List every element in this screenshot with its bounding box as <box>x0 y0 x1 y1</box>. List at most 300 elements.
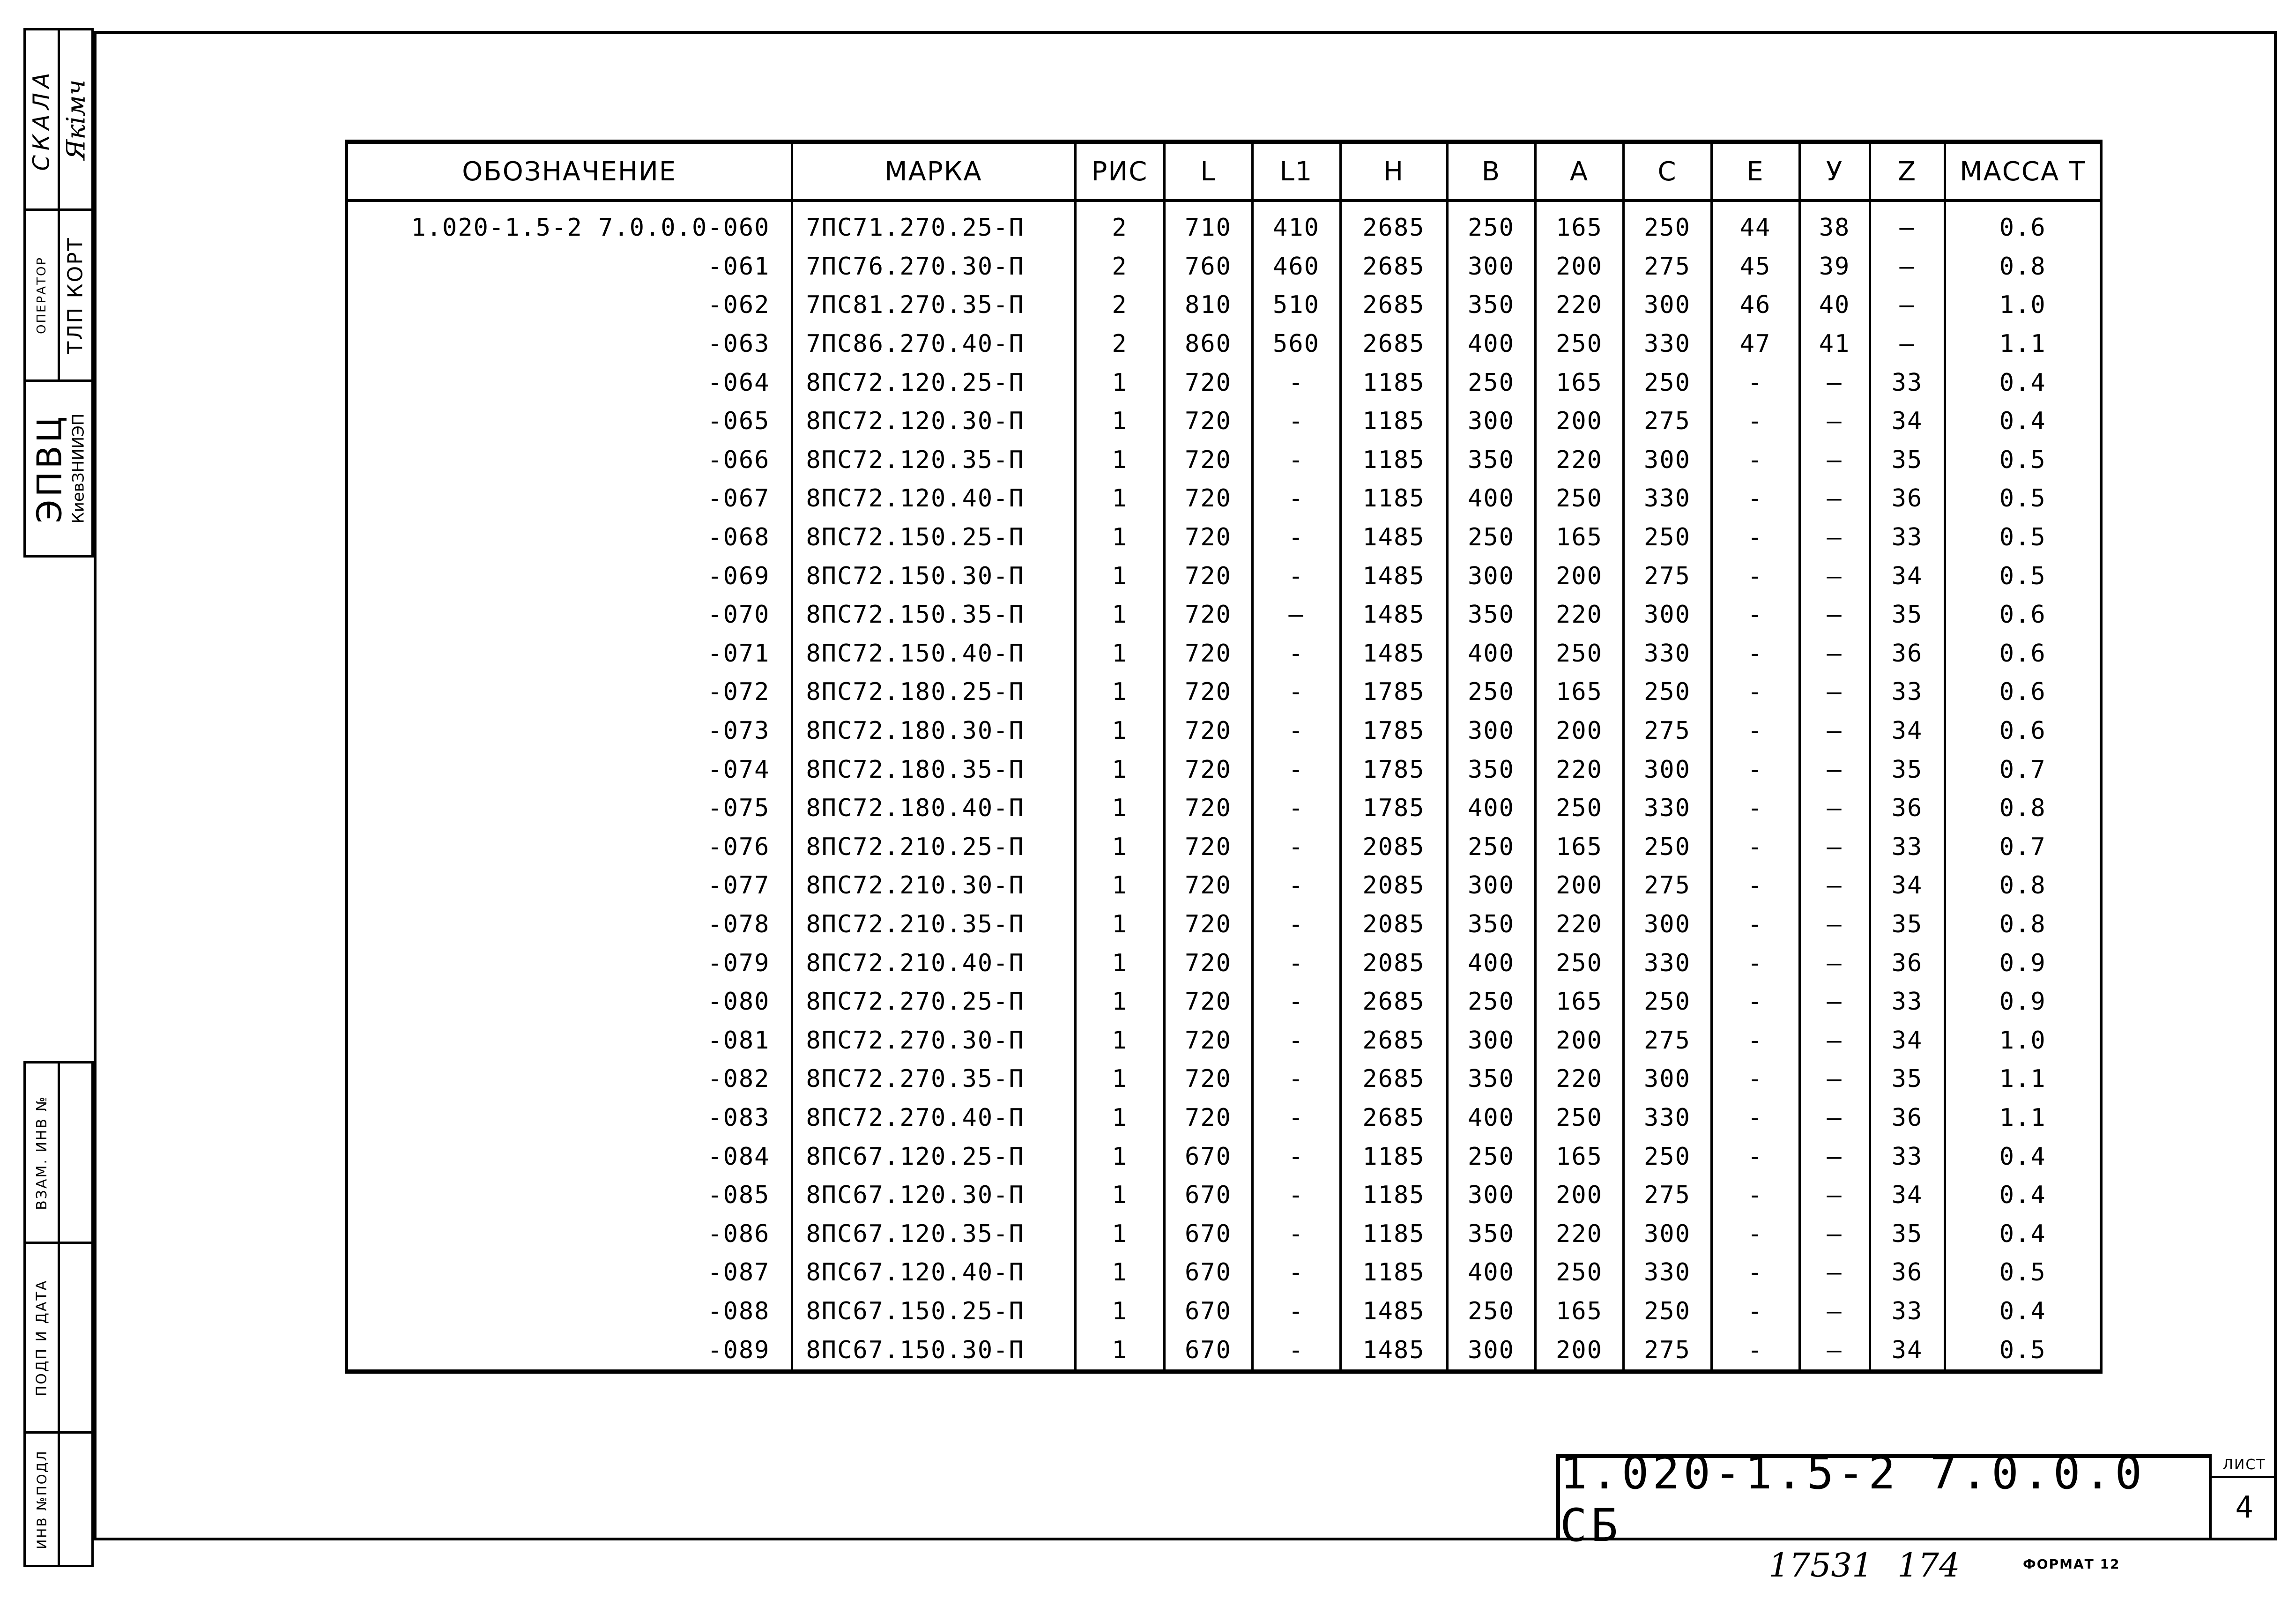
table-cell: 200 <box>1535 247 1623 286</box>
table-cell: 1185 <box>1340 1253 1447 1292</box>
table-cell: - <box>1252 712 1340 751</box>
table-cell: 8ПС72.120.30-П <box>792 402 1075 441</box>
table-cell: 35 <box>1870 750 1945 789</box>
table-cell: -077 <box>347 866 792 905</box>
stamp-org-name: ЭПВЦ <box>30 414 69 523</box>
table-cell: 40 <box>1799 286 1870 325</box>
table-cell: 300 <box>1623 1214 1711 1253</box>
table-cell: 275 <box>1623 1176 1711 1215</box>
format-note: ФОРМАТ 12 <box>2023 1556 2120 1572</box>
column-header: Z <box>1870 142 1945 201</box>
table-cell: 2685 <box>1340 1021 1447 1060</box>
table-cell: 1 <box>1075 1137 1164 1176</box>
table-cell: 0.9 <box>1945 982 2101 1021</box>
stamp-inv-label: ИНВ №ПОДЛ <box>34 1449 50 1549</box>
table-row <box>347 634 2101 673</box>
table-row <box>347 402 2101 441</box>
table-cell: - <box>1252 905 1340 944</box>
table-cell: 250 <box>1623 982 1711 1021</box>
table-cell: 8ПС72.270.25-П <box>792 982 1075 1021</box>
table-row <box>347 828 2101 867</box>
stamp-sign-date-value-cell <box>58 1242 94 1434</box>
table-cell: – <box>1799 789 1870 828</box>
table-cell: - <box>1252 1176 1340 1215</box>
table-cell: 460 <box>1252 247 1340 286</box>
table-cell: 2685 <box>1340 1099 1447 1138</box>
table-cell: 350 <box>1447 750 1535 789</box>
table-cell: 300 <box>1623 750 1711 789</box>
table-cell: 33 <box>1870 1292 1945 1331</box>
table-cell: 1 <box>1075 673 1164 712</box>
table-cell: 810 <box>1164 286 1252 325</box>
table-cell: - <box>1252 479 1340 518</box>
table-cell: - <box>1252 634 1340 673</box>
table-cell: -075 <box>347 789 792 828</box>
table-cell: - <box>1711 1060 1799 1099</box>
table-row <box>347 1292 2101 1331</box>
table-cell: 275 <box>1623 866 1711 905</box>
table-cell: 1 <box>1075 789 1164 828</box>
table-cell: 0.4 <box>1945 402 2101 441</box>
table-cell: 34 <box>1870 866 1945 905</box>
table-cell: 250 <box>1447 201 1535 247</box>
column-header: L1 <box>1252 142 1340 201</box>
table-cell: 200 <box>1535 1021 1623 1060</box>
table-cell: 8ПС72.180.30-П <box>792 712 1075 751</box>
table-cell: 8ПС67.150.25-П <box>792 1292 1075 1331</box>
table-cell: 200 <box>1535 557 1623 595</box>
table-cell: 8ПС67.120.40-П <box>792 1253 1075 1292</box>
table-cell: 250 <box>1535 479 1623 518</box>
table-cell: 1185 <box>1340 479 1447 518</box>
stamp-interchange-value-cell <box>58 1061 94 1244</box>
table-cell: 0.4 <box>1945 1214 2101 1253</box>
table-cell: 250 <box>1447 673 1535 712</box>
table-cell: 2 <box>1075 247 1164 286</box>
column-header: МАССА Т <box>1945 142 2101 201</box>
table-cell: 165 <box>1535 982 1623 1021</box>
table-cell: 350 <box>1447 905 1535 944</box>
table-row <box>347 1214 2101 1253</box>
column-header: C <box>1623 142 1711 201</box>
table-cell: 0.7 <box>1945 828 2101 867</box>
table-cell: 400 <box>1447 1099 1535 1138</box>
table-cell: 1485 <box>1340 557 1447 595</box>
table-cell: 2685 <box>1340 982 1447 1021</box>
table-cell: 8ПС67.120.30-П <box>792 1176 1075 1215</box>
table-cell: 8ПС72.210.30-П <box>792 866 1075 905</box>
table-cell: -081 <box>347 1021 792 1060</box>
table-cell: 33 <box>1870 828 1945 867</box>
table-cell: 300 <box>1623 441 1711 480</box>
table-cell: 720 <box>1164 479 1252 518</box>
table-cell: - <box>1252 1253 1340 1292</box>
table-row <box>347 325 2101 364</box>
table-cell: 250 <box>1535 634 1623 673</box>
table-cell: 1.1 <box>1945 1099 2101 1138</box>
table-cell: 33 <box>1870 363 1945 402</box>
table-cell: 2085 <box>1340 944 1447 982</box>
table-cell: 1785 <box>1340 789 1447 828</box>
table-cell: 300 <box>1623 905 1711 944</box>
stamp-interchange-label: ВЗАМ. ИНВ № <box>33 1095 50 1210</box>
table-cell: - <box>1711 595 1799 634</box>
table-cell: 400 <box>1447 634 1535 673</box>
table-cell: 2085 <box>1340 828 1447 867</box>
table-cell: – <box>1870 247 1945 286</box>
table-cell: 300 <box>1447 1331 1535 1371</box>
table-row <box>347 1253 2101 1292</box>
table-cell: 300 <box>1623 1060 1711 1099</box>
table-cell: 1.0 <box>1945 1021 2101 1060</box>
table-cell: - <box>1252 1292 1340 1331</box>
table-cell: -083 <box>347 1099 792 1138</box>
table-cell: -066 <box>347 441 792 480</box>
table-cell: 1 <box>1075 441 1164 480</box>
table-cell: 720 <box>1164 828 1252 867</box>
table-cell: 1 <box>1075 828 1164 867</box>
stamp-operator-cell <box>23 208 60 382</box>
table-row <box>347 750 2101 789</box>
table-cell: - <box>1252 944 1340 982</box>
table-cell: - <box>1252 518 1340 557</box>
table-cell: 250 <box>1447 1137 1535 1176</box>
table-row <box>347 982 2101 1021</box>
table-cell: 1185 <box>1340 402 1447 441</box>
table-cell: 1 <box>1075 402 1164 441</box>
table-cell: – <box>1799 441 1870 480</box>
table-cell: -065 <box>347 402 792 441</box>
table-cell: 200 <box>1535 866 1623 905</box>
table-cell: 275 <box>1623 402 1711 441</box>
table-cell: – <box>1799 479 1870 518</box>
table-row <box>347 479 2101 518</box>
table-cell: 8ПС67.120.25-П <box>792 1137 1075 1176</box>
table-cell: - <box>1711 557 1799 595</box>
table-cell: - <box>1711 1021 1799 1060</box>
stamp-org-cell <box>23 379 94 558</box>
table-cell: 0.5 <box>1945 1331 2101 1371</box>
table-cell: 250 <box>1623 828 1711 867</box>
table-cell: 1 <box>1075 1176 1164 1215</box>
table-cell: -072 <box>347 673 792 712</box>
table-cell: - <box>1711 1137 1799 1176</box>
table-cell: 720 <box>1164 557 1252 595</box>
table-row <box>347 518 2101 557</box>
table-cell: 8ПС72.180.25-П <box>792 673 1075 712</box>
table-cell: 8ПС72.150.40-П <box>792 634 1075 673</box>
table-cell: 0.4 <box>1945 1292 2101 1331</box>
table-cell: 0.5 <box>1945 441 2101 480</box>
table-cell: - <box>1711 634 1799 673</box>
table-cell: 0.8 <box>1945 247 2101 286</box>
table-cell: 250 <box>1623 1137 1711 1176</box>
table-cell: – <box>1799 595 1870 634</box>
table-cell: 720 <box>1164 363 1252 402</box>
table-cell: 400 <box>1447 944 1535 982</box>
table-cell: 1 <box>1075 905 1164 944</box>
table-cell: 720 <box>1164 1021 1252 1060</box>
table-cell: 400 <box>1447 1253 1535 1292</box>
stamp-operator-value: ТЛП КОРТ <box>64 236 88 354</box>
table-cell: 1 <box>1075 557 1164 595</box>
table-cell: 2685 <box>1340 201 1447 247</box>
table-cell: 1 <box>1075 712 1164 751</box>
table-cell: - <box>1711 673 1799 712</box>
table-cell: 1485 <box>1340 1331 1447 1371</box>
table-cell: 720 <box>1164 1060 1252 1099</box>
table-cell: 1785 <box>1340 750 1447 789</box>
table-cell: 8ПС67.150.30-П <box>792 1331 1075 1371</box>
table-cell: 34 <box>1870 712 1945 751</box>
table-cell: 220 <box>1535 441 1623 480</box>
table-cell: - <box>1252 982 1340 1021</box>
table-cell: 275 <box>1623 1021 1711 1060</box>
table-cell: 300 <box>1447 712 1535 751</box>
table-cell: 330 <box>1623 325 1711 364</box>
table-cell: - <box>1711 789 1799 828</box>
stamp-operator-value-cell <box>58 208 94 382</box>
table-cell: 34 <box>1870 1331 1945 1371</box>
stamp-inv-value-cell <box>58 1431 94 1567</box>
archive-number-2: 174 <box>1897 1546 1960 1584</box>
table-cell: 350 <box>1447 286 1535 325</box>
table-cell: 250 <box>1623 518 1711 557</box>
table-cell: - <box>1252 1137 1340 1176</box>
table-cell: 2 <box>1075 201 1164 247</box>
table-cell: 0.5 <box>1945 557 2101 595</box>
table-cell: 165 <box>1535 363 1623 402</box>
table-cell: – <box>1799 363 1870 402</box>
table-cell: 33 <box>1870 1137 1945 1176</box>
table-cell: - <box>1252 1060 1340 1099</box>
table-cell: - <box>1711 1331 1799 1371</box>
table-cell: 250 <box>1447 1292 1535 1331</box>
table-cell: 38 <box>1799 201 1870 247</box>
table-cell: - <box>1711 1176 1799 1215</box>
table-cell: 8ПС72.210.25-П <box>792 828 1075 867</box>
table-cell: 0.6 <box>1945 201 2101 247</box>
table-cell: 36 <box>1870 634 1945 673</box>
table-cell: 300 <box>1447 1176 1535 1215</box>
table-cell: - <box>1711 518 1799 557</box>
table-cell: 8ПС72.210.40-П <box>792 944 1075 982</box>
table-cell: 300 <box>1447 1021 1535 1060</box>
table-cell: – <box>1799 1137 1870 1176</box>
table-cell: 2685 <box>1340 247 1447 286</box>
table-cell: 720 <box>1164 905 1252 944</box>
table-cell: 0.6 <box>1945 712 2101 751</box>
table-cell: 165 <box>1535 828 1623 867</box>
table-cell: 41 <box>1799 325 1870 364</box>
column-header: L <box>1164 142 1252 201</box>
table-cell: 8ПС67.120.35-П <box>792 1214 1075 1253</box>
table-cell: 670 <box>1164 1331 1252 1371</box>
table-cell: 400 <box>1447 789 1535 828</box>
table-header-row <box>347 142 2101 201</box>
stamp-scale-label: СКАЛА <box>29 68 55 171</box>
table-cell: 220 <box>1535 1060 1623 1099</box>
table-cell: – <box>1799 944 1870 982</box>
table-cell: - <box>1252 1214 1340 1253</box>
table-cell: – <box>1799 866 1870 905</box>
table-cell: 200 <box>1535 712 1623 751</box>
table-row <box>347 557 2101 595</box>
sheet-number: 4 <box>2235 1490 2253 1525</box>
table-row <box>347 905 2101 944</box>
column-header: A <box>1535 142 1623 201</box>
table-cell: 720 <box>1164 441 1252 480</box>
table-cell: 1485 <box>1340 595 1447 634</box>
table-cell: 1 <box>1075 595 1164 634</box>
table-row <box>347 441 2101 480</box>
table-cell: -064 <box>347 363 792 402</box>
table-cell: 2685 <box>1340 286 1447 325</box>
table-cell: - <box>1711 866 1799 905</box>
table-cell: 34 <box>1870 1176 1945 1215</box>
table-cell: 44 <box>1711 201 1799 247</box>
table-row <box>347 712 2101 751</box>
table-cell: – <box>1799 905 1870 944</box>
table-cell: 250 <box>1447 828 1535 867</box>
table-cell: 400 <box>1447 325 1535 364</box>
table-cell: 0.9 <box>1945 944 2101 982</box>
table-cell: 1 <box>1075 944 1164 982</box>
table-row <box>347 789 2101 828</box>
table-cell: 39 <box>1799 247 1870 286</box>
table-cell: - <box>1252 750 1340 789</box>
left-stamp-strip <box>23 28 94 1549</box>
table-cell: 1185 <box>1340 1214 1447 1253</box>
table-cell: -070 <box>347 595 792 634</box>
table-cell: 35 <box>1870 1214 1945 1253</box>
table-cell: – <box>1799 712 1870 751</box>
column-header: H <box>1340 142 1447 201</box>
table-cell: – <box>1799 518 1870 557</box>
table-cell: 350 <box>1447 1060 1535 1099</box>
table-cell: 1 <box>1075 866 1164 905</box>
table-cell: -069 <box>347 557 792 595</box>
table-cell: 275 <box>1623 247 1711 286</box>
table-row <box>347 944 2101 982</box>
table-cell: 1185 <box>1340 1176 1447 1215</box>
table-cell: 36 <box>1870 1253 1945 1292</box>
table-cell: 250 <box>1535 325 1623 364</box>
table-cell: 47 <box>1711 325 1799 364</box>
table-cell: 670 <box>1164 1214 1252 1253</box>
table-cell: 220 <box>1535 595 1623 634</box>
table-cell: 400 <box>1447 479 1535 518</box>
table-cell: 720 <box>1164 866 1252 905</box>
table-cell: - <box>1711 363 1799 402</box>
table-cell: 36 <box>1870 479 1945 518</box>
table-cell: 2085 <box>1340 905 1447 944</box>
table-cell: 0.7 <box>1945 750 2101 789</box>
table-cell: 410 <box>1252 201 1340 247</box>
table-cell: 36 <box>1870 789 1945 828</box>
table-cell: 0.4 <box>1945 1137 2101 1176</box>
title-block-designation <box>1556 1447 2209 1552</box>
table-cell: – <box>1870 201 1945 247</box>
table-cell: 1 <box>1075 1099 1164 1138</box>
table-cell: 250 <box>1623 1292 1711 1331</box>
table-cell: 710 <box>1164 201 1252 247</box>
table-cell: 8ПС72.120.35-П <box>792 441 1075 480</box>
table-cell: 250 <box>1535 944 1623 982</box>
table-cell: 720 <box>1164 634 1252 673</box>
table-cell: - <box>1711 1214 1799 1253</box>
table-cell: 33 <box>1870 673 1945 712</box>
table-cell: 35 <box>1870 1060 1945 1099</box>
table-cell: -088 <box>347 1292 792 1331</box>
table-cell: 1 <box>1075 982 1164 1021</box>
table-cell: - <box>1252 1021 1340 1060</box>
table-cell: 1.0 <box>1945 286 2101 325</box>
table-cell: 300 <box>1623 286 1711 325</box>
table-cell: -087 <box>347 1253 792 1292</box>
table-cell: 1785 <box>1340 673 1447 712</box>
table-cell: 8ПС72.120.25-П <box>792 363 1075 402</box>
table-cell: 1485 <box>1340 1292 1447 1331</box>
table-cell: 300 <box>1447 866 1535 905</box>
table-cell: 1185 <box>1340 1137 1447 1176</box>
table-cell: - <box>1252 557 1340 595</box>
table-cell: - <box>1711 1253 1799 1292</box>
table-cell: 7ПС76.270.30-П <box>792 247 1075 286</box>
table-cell: – <box>1799 673 1870 712</box>
table-cell: 8ПС72.270.40-П <box>792 1099 1075 1138</box>
table-cell: - <box>1252 441 1340 480</box>
table-cell: 300 <box>1447 247 1535 286</box>
table-cell: - <box>1252 673 1340 712</box>
table-cell: 8ПС72.270.30-П <box>792 1021 1075 1060</box>
table-cell: 1 <box>1075 634 1164 673</box>
table-cell: 33 <box>1870 982 1945 1021</box>
stamp-inv-cell <box>23 1431 60 1567</box>
table-cell: 1 <box>1075 518 1164 557</box>
table-cell: 250 <box>1623 673 1711 712</box>
table-cell: – <box>1799 1214 1870 1253</box>
table-cell: - <box>1711 441 1799 480</box>
table-cell: 0.6 <box>1945 634 2101 673</box>
table-row <box>347 1021 2101 1060</box>
table-cell: -082 <box>347 1060 792 1099</box>
table-cell: 1.020-1.5-2 7.0.0.0-060 <box>347 201 792 247</box>
table-cell: 2085 <box>1340 866 1447 905</box>
specification-table <box>345 140 2103 1374</box>
table-cell: 1 <box>1075 479 1164 518</box>
table-cell: 1485 <box>1340 634 1447 673</box>
table-cell: 1 <box>1075 1292 1164 1331</box>
table-cell: 0.4 <box>1945 1176 2101 1215</box>
table-cell: 670 <box>1164 1176 1252 1215</box>
stamp-scale-cell <box>23 28 60 211</box>
table-body <box>347 201 2101 1371</box>
column-header: У <box>1799 142 1870 201</box>
table-cell: 330 <box>1623 789 1711 828</box>
table-cell: 720 <box>1164 518 1252 557</box>
stamp-signature-cell <box>58 28 94 211</box>
stamp-org-stack <box>30 414 88 524</box>
table-cell: 250 <box>1535 789 1623 828</box>
table-cell: 220 <box>1535 905 1623 944</box>
table-cell: – <box>1870 325 1945 364</box>
table-cell: 165 <box>1535 201 1623 247</box>
table-cell: 165 <box>1535 1292 1623 1331</box>
table-cell: 300 <box>1447 402 1535 441</box>
table-cell: 2685 <box>1340 1060 1447 1099</box>
table-cell: 720 <box>1164 789 1252 828</box>
